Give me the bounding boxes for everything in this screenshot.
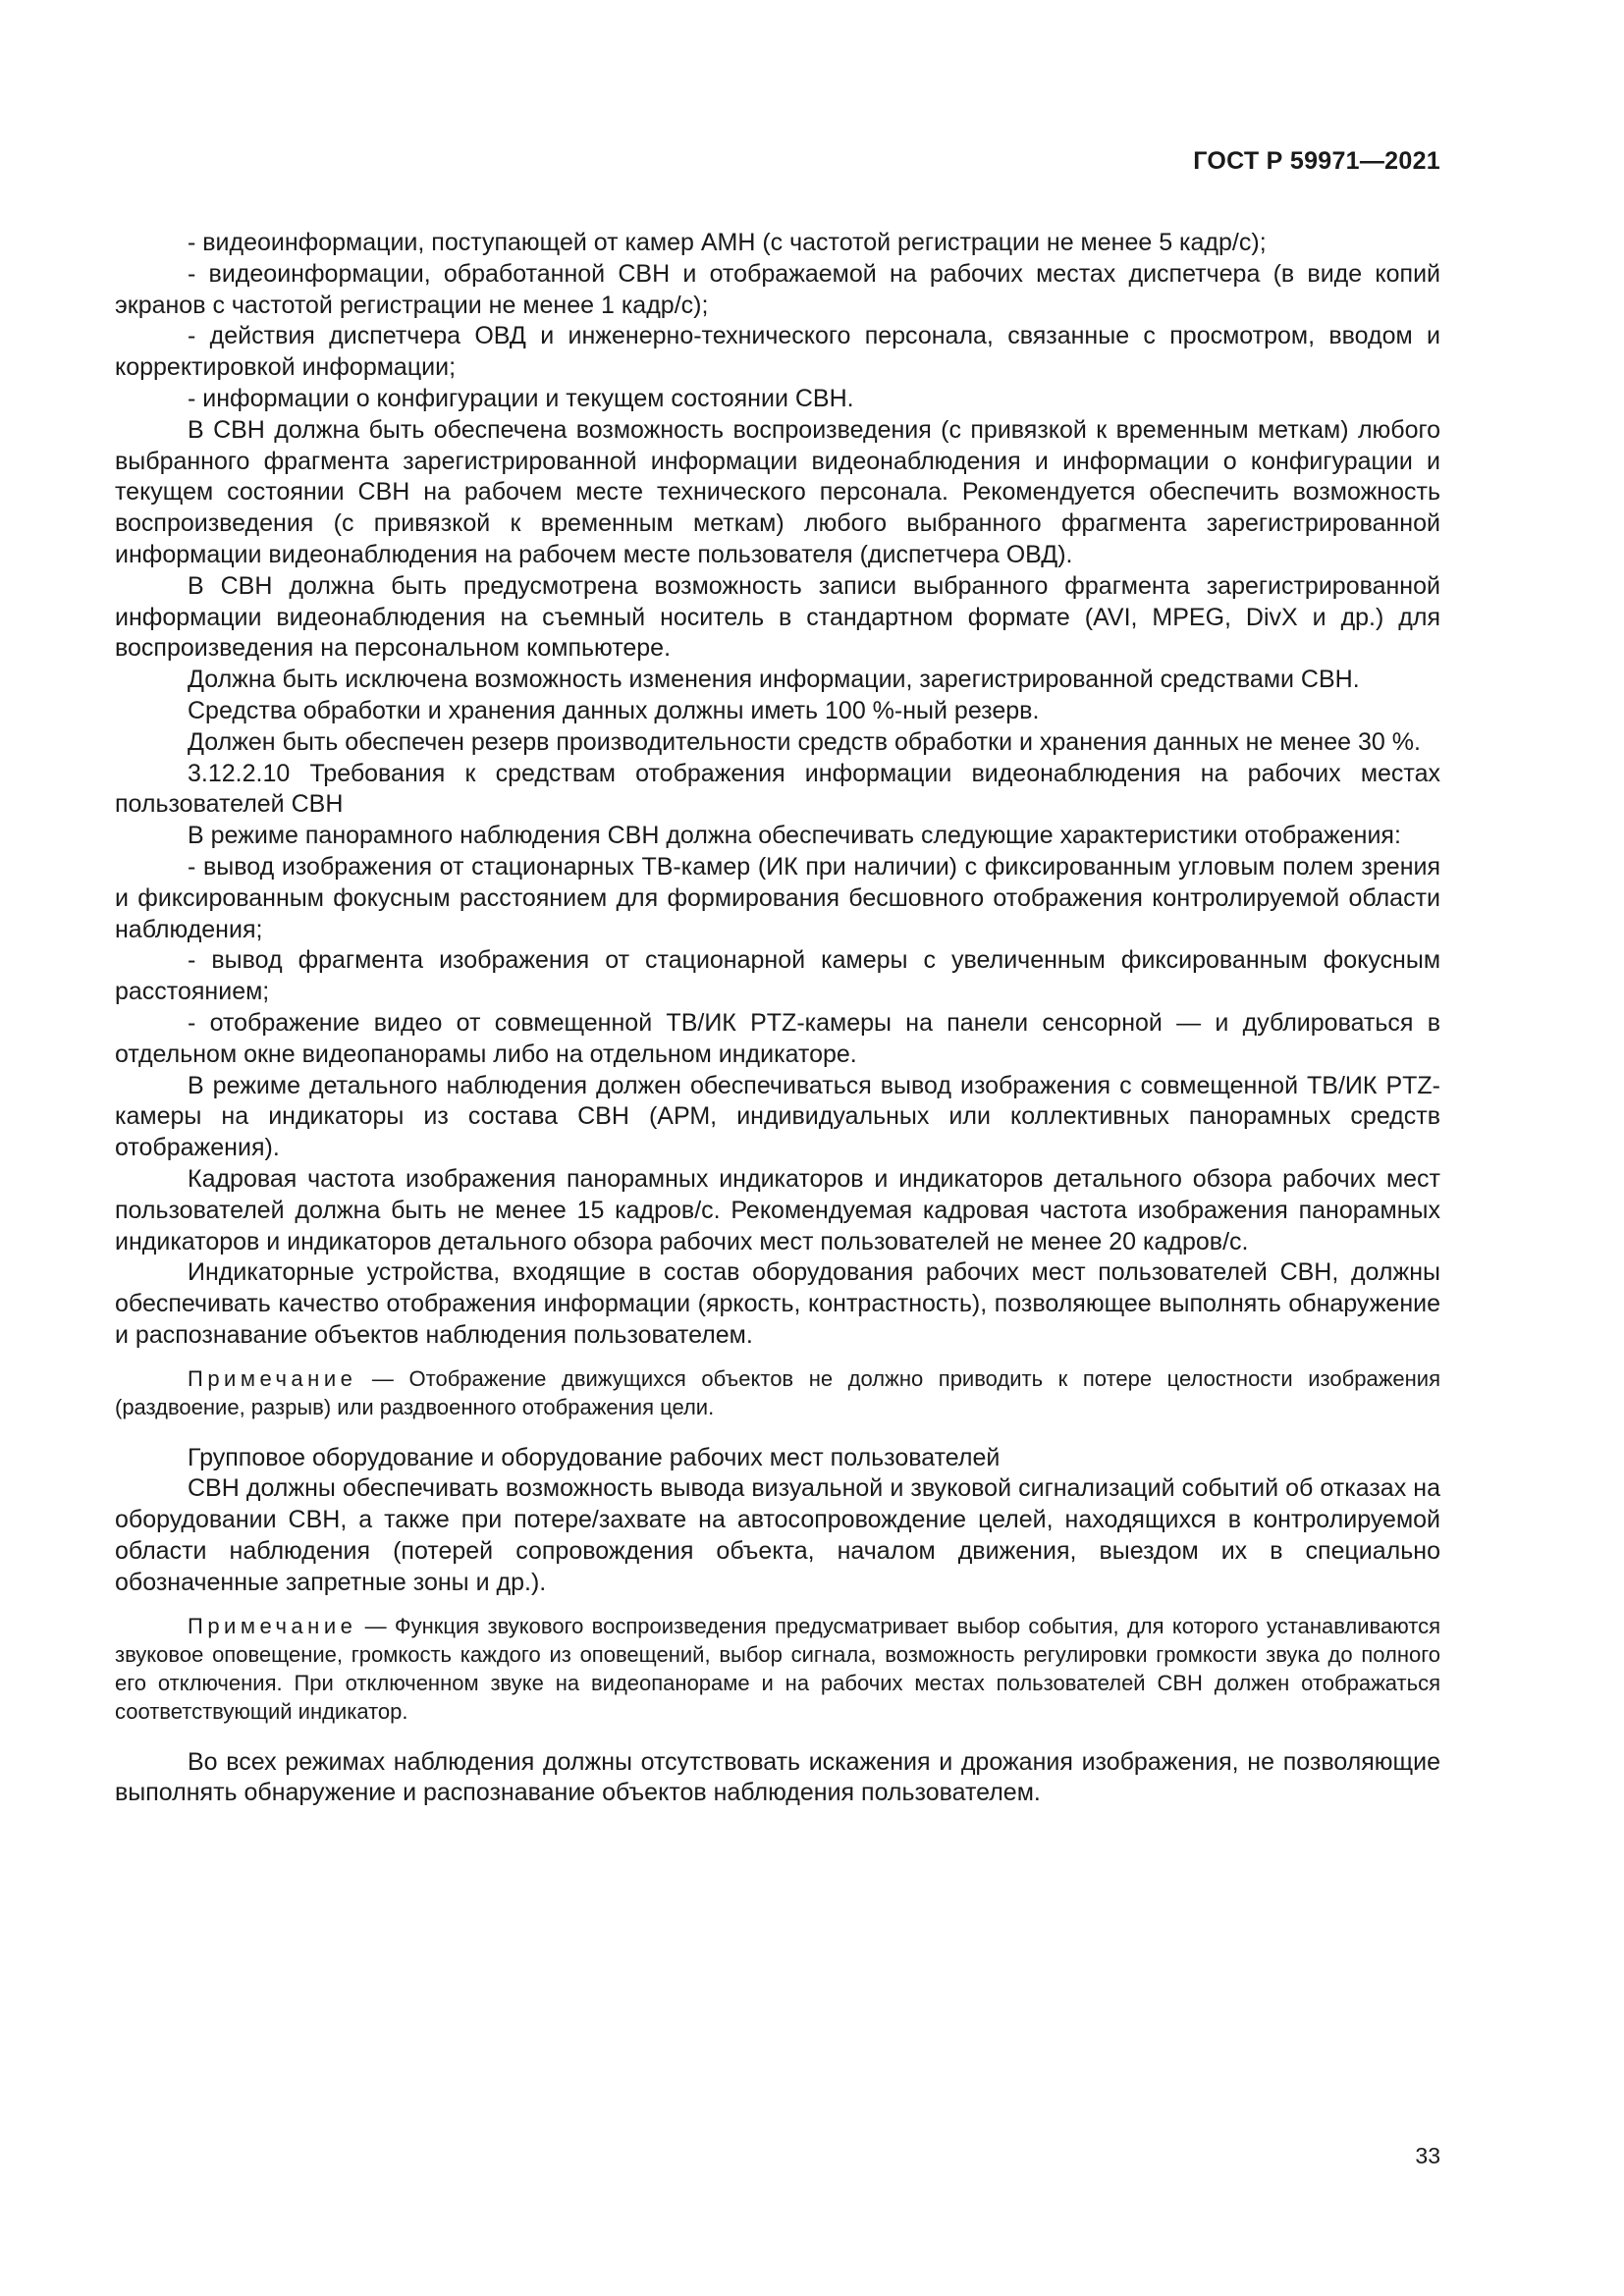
section-heading-3-12-2-10: 3.12.2.10 Требования к средствам отображения информации видеонаблюдения на рабочих местах пользователей СВН	[115, 759, 1440, 819]
document-body	[115, 228, 1440, 1809]
list-item-configuration-info: - информации о конфигурации и текущем состоянии СВН.	[188, 384, 854, 412]
list-item-video-from-cameras: - видеоинформации, поступающей от камер АМН (с частотой регистрации не менее 5 кадр/с);	[188, 229, 1267, 256]
paragraph-redundancy: Средства обработки и хранения данных должны иметь 100 %-ный резерв.	[188, 696, 1040, 724]
paragraph-detailed-mode: В режиме детального наблюдения должен обеспечиваться вывод изображения с совмещенной ТВ/ИК PTZ-камеры на индикаторы из состава СВН (АРМ, индивидуальных или коллективных панорамных средств отображения).	[115, 1071, 1440, 1162]
list-item-ptz-display: - отображение видео от совмещенной ТВ/ИК PTZ-камеры на панели сенсорной — и дублироваться в отдельном окне видеопанорамы либо на отдельном индикаторе.	[115, 1008, 1440, 1068]
paragraph-no-distortion: Во всех режимах наблюдения должны отсутствовать искажения и дрожания изображения, не позволяющие выполнять обнаружение и распознавание объектов наблюдения пользователем.	[115, 1747, 1440, 1807]
note-text: — Отображение движущихся объектов не должно приводить к потере целостности изображения (раздвоение, разрыв) или раздвоенного отображения цели.	[115, 1365, 1440, 1419]
list-item-stationary-cameras: - вывод изображения от стационарных ТВ-камер (ИК при наличии) с фиксированным угловым полем зрения и фиксированным фокусным расстоянием для формирования бесшовного отображения контролируемой области наблюдения;	[115, 852, 1440, 943]
document-code-header: ГОСТ Р 59971—2021	[1193, 147, 1440, 175]
paragraph-group-equipment: Групповое оборудование и оборудование рабочих мест пользователей	[188, 1443, 1001, 1471]
paragraph-performance-reserve: Должен быть обеспечен резерв производительности средств обработки и хранения данных не менее 30 %.	[188, 727, 1421, 756]
list-item-processed-video: - видеоинформации, обработанной СВН и отображаемой на рабочих местах диспетчера (в виде копий экранов с частотой регистрации не менее 1 кадр/с);	[115, 259, 1440, 319]
list-item-operator-actions: - действия диспетчера ОВД и инженерно-технического персонала, связанные с просмотром, вводом и корректировкой информации;	[115, 322, 1440, 382]
paragraph-recording: В СВН должна быть предусмотрена возможность записи выбранного фрагмента зарегистрированной информации видеонаблюдения на съемный носитель в стандартном формате (AVI, MPEG, DivX и др.) для воспроизведения на персональном компьютере.	[115, 571, 1440, 663]
note-text: — Функция звукового воспроизведения предусматривает выбор события, для которого устанавливаются звуковое оповещение, громкость каждого из оповещений, выбор сигнала, возможность регулировки громкости звука до полного его отключения. При отключенном звуке на видеопанораме и на рабочих местах пользователей СВН должен отображаться соответствующий индикатор.	[115, 1613, 1440, 1724]
paragraph-signaling: СВН должны обеспечивать возможность вывода визуальной и звуковой сигнализаций событий об отказах на оборудовании СВН, а также при потере/захвате на автосопровождение целей, находящихся в контролируемой области наблюдения (потерей сопровождения объекта, началом движения, выездом их в специально обозначенные запретные зоны и др.).	[115, 1474, 1440, 1596]
list-item-fragment-output: - вывод фрагмента изображения от стационарной камеры с увеличенным фиксированным фокусным расстоянием;	[115, 946, 1440, 1006]
note-label: Примечание	[188, 1613, 357, 1638]
paragraph-playback: В СВН должна быть обеспечена возможность воспроизведения (с привязкой к временным меткам) любого выбранного фрагмента зарегистрированной информации видеонаблюдения и информации о конфигурации и текущем состоянии СВН на рабочем месте технического персонала. Рекомендуется обеспечить возможность воспроизведения (с привязкой к временным меткам) любого выбранного фрагмента зарегистрированной информации видеонаблюдения на рабочем месте пользователя (диспетчера ОВД).	[115, 415, 1440, 568]
note-sound-playback	[115, 1612, 1440, 1726]
note-label: Примечание	[188, 1365, 357, 1391]
page-number: 33	[1415, 2143, 1440, 2168]
paragraph-panoramic-mode: В режиме панорамного наблюдения СВН должна обеспечивать следующие характеристики отображения:	[188, 822, 1401, 850]
paragraph-frame-rate: Кадровая частота изображения панорамных индикаторов и индикаторов детального обзора рабочих мест пользователей должна быть не менее 15 кадров/с. Рекомендуемая кадровая частота изображения панорамных индикаторов и индикаторов детального обзора рабочих мест пользователей не менее 20 кадров/с.	[115, 1164, 1440, 1255]
paragraph-no-modification: Должна быть исключена возможность изменения информации, зарегистрированной средствами СВН.	[188, 666, 1360, 694]
note-moving-objects	[115, 1364, 1440, 1421]
paragraph-indicator-devices: Индикаторные устройства, входящие в состав оборудования рабочих мест пользователей СВН, должны обеспечивать качество отображения информации (яркость, контрастность), позволяющее выполнять обнаружение и распознавание объектов наблюдения пользователем.	[115, 1258, 1440, 1349]
